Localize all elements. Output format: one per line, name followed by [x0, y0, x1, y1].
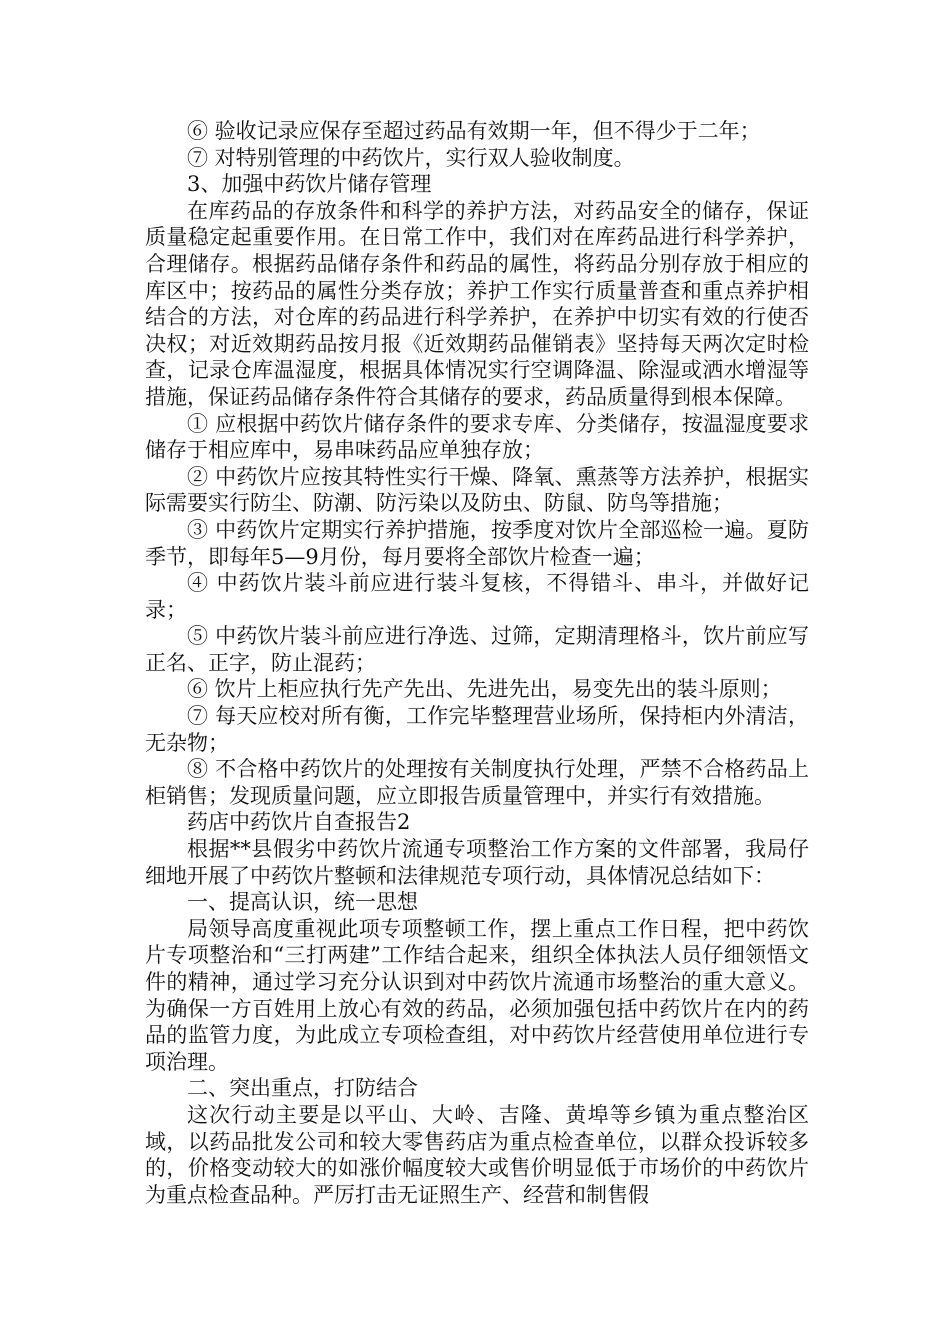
document-page: [145, 118, 809, 1208]
section-heading-storage: 3、加强中药饮片储存管理: [187, 172, 432, 197]
list-item-7-calibration: ⑦ 每天应校对所有衡，工作完毕整理营业场所，保持柜内外清洁，无杂物；: [145, 704, 809, 755]
list-item-6-fifo: ⑥ 饮片上柜应执行先产先出、先进先出，易变先出的装斗原则；: [187, 677, 782, 702]
list-item-5-cleaning: ⑤ 中药饮片装斗前应进行净选、过筛，定期清理格斗，饮片前应写正名、正字，防止混药；: [145, 624, 809, 675]
list-item-6-record-retention: ⑥ 验收记录应保存至超过药品有效期一年，但不得少于二年；: [187, 119, 761, 143]
list-item-8-nonconforming: ⑧ 不合格中药饮片的处理按有关制度执行处理，严禁不合格药品上柜销售；发现质量问题，应立即报告质量管理中，并实行有效措施。: [145, 757, 809, 808]
list-item-3-inspection: ③ 中药饮片定期实行养护措施，按季度对饮片全部巡检一遍。夏防季节，即每年5—9月份，每月要将全部饮片检查一遍；: [145, 517, 809, 569]
section-heading-awareness: 一、提高认识，统一思想: [187, 890, 418, 915]
paragraph-focus: 这次行动主要是以平山、大岭、吉隆、黄埠等乡镇为重点整治区域，以药品批发公司和较大零售药店为重点检查单位，以群众投诉较多的，价格变动较大的如涨价幅度较大或售价明显低于市场价的中药饮片为重点检查品种。严厉打击无证照生产、经营和制售假: [145, 1102, 809, 1207]
paragraph-storage-overview: 在库药品的存放条件和科学的养护方法，对药品安全的储存，保证质量稳定起重要作用。在日常工作中，我们对在库药品进行科学养护，合理储存。根据药品储存条件和药品的属性，将药品分别存放于相应的库区中；按药品的属性分类存放；养护工作实行质量普查和重点养护相结合的方法，对仓库的药品进行科学养护，在养护中切实有效的行使否决权；对近效期药品按月报《近效期药品催销表》坚持每天两次定时检查，记录仓库温湿度，根据具体情况实行空调降温、除湿或洒水增湿等措施，保证药品储存条件符合其储存的要求，药品质量得到根本保障。: [145, 198, 809, 409]
list-item-4-recheck: ④ 中药饮片装斗前应进行装斗复核，不得错斗、串斗，并做好记录；: [145, 571, 809, 622]
paragraph-awareness: 局领导高度重视此项专项整顿工作，摆上重点工作日程，把中药饮片专项整治和“三打两建”工作结合起来，组织全体执法人员仔细领悟文件的精神，通过学习充分认识到对中药饮片流通市场整治的重大意义。为确保一方百姓用上放心有效的药品，必须加强包括中药饮片在内的药品的监管力度，为此成立专项检查组，对中药饮片经营使用单位进行专项治理。: [145, 916, 809, 1074]
list-item-2-maintenance: ② 中药饮片应按其特性实行干燥、降氧、熏蒸等方法养护，根据实际需要实行防尘、防潮、防污染以及防虫、防鼠、防鸟等措施；: [145, 464, 809, 516]
list-item-1-storage: ① 应根据中药饮片储存条件的要求专库、分类储存，按温湿度要求储存于相应库中，易串味药品应单独存放；: [145, 411, 809, 463]
report-title: 药店中药饮片自查报告2: [187, 810, 411, 835]
paragraph-report-intro: 根据**县假劣中药饮片流通专项整治工作方案的文件部署，我局仔细地开展了中药饮片整顿和法律规范专项行动，具体情况总结如下：: [145, 837, 809, 888]
section-heading-focus: 二、突出重点，打防结合: [187, 1076, 418, 1101]
list-item-7-dual-acceptance: ⑦ 对特别管理的中药饮片，实行双人验收制度。: [187, 145, 635, 170]
